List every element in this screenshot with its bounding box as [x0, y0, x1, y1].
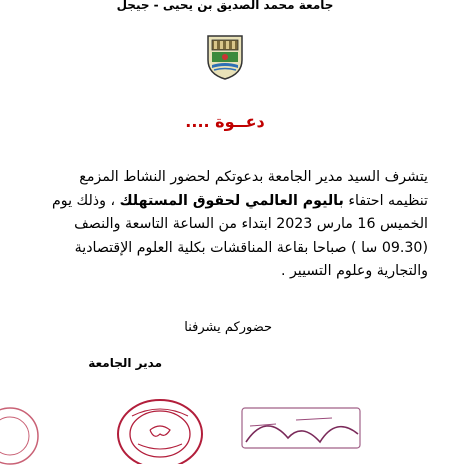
- university-crest-icon: [204, 32, 246, 80]
- event-name: باليوم العالمي لحقوق المستهلك: [119, 192, 344, 209]
- closing-phrase: حضوركم يشرفنا: [184, 320, 272, 335]
- invitation-title: دعــوة ....: [185, 112, 265, 131]
- body-line-5: والتجارية وعلوم التسيير .: [280, 263, 428, 279]
- body-line-4: (09.30 سا ) صباحا بقاعة المناقشات بكلية العلوم الإقتصادية: [74, 239, 428, 256]
- university-header: جامعة محمد الصديق بن يحيى - جيجل: [116, 0, 334, 12]
- invitation-body: [30, 166, 428, 284]
- signatory-title: مدير الجامعة: [88, 356, 162, 370]
- corner-stamp: [0, 404, 42, 468]
- body-line-2-end: ، وذلك يوم: [51, 192, 116, 209]
- official-stamp: [110, 394, 210, 464]
- body-line-1: يتشرف السيد مدير الجامعة بدعوتكم لحضور النشاط المزمع: [79, 169, 428, 185]
- body-line-2-start: تنظيمه احتفاء: [348, 192, 428, 209]
- body-line-3: الخميس 16 مارس 2023 ابتداء من الساعة التاسعة والنصف: [74, 216, 428, 232]
- body-line-2: [30, 190, 428, 214]
- signature: [236, 398, 366, 458]
